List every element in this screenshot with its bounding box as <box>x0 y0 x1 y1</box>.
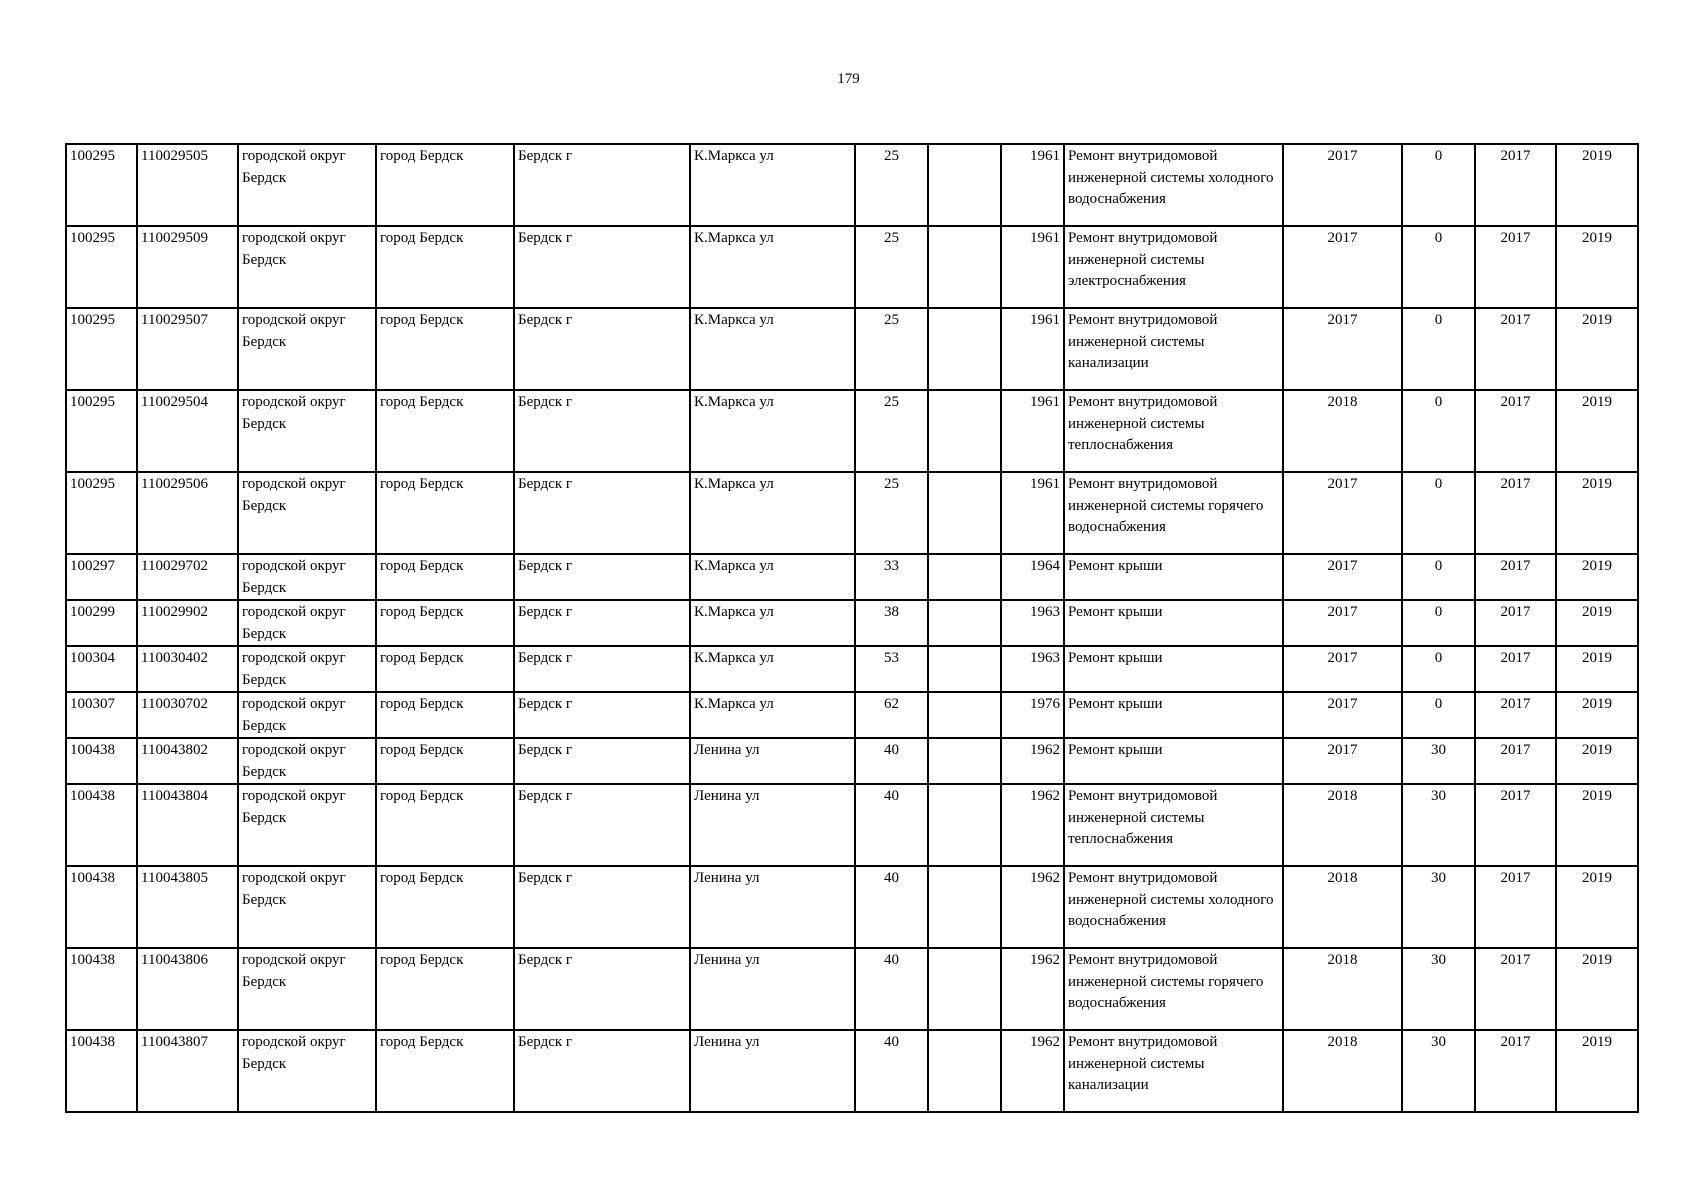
municipality-cell: город Бердск <box>376 472 514 554</box>
year-built-cell: 1962 <box>1001 866 1064 948</box>
year-built-cell: 1961 <box>1001 226 1064 308</box>
table-row <box>66 472 1638 554</box>
wear-percent-cell: 0 <box>1402 692 1475 738</box>
element-id-cell: 110043805 <box>137 866 238 948</box>
district-cell: городской округ Бердск <box>238 1030 376 1112</box>
district-cell: городской округ Бердск <box>238 226 376 308</box>
table-row <box>66 600 1638 646</box>
element-id-cell: 110029702 <box>137 554 238 600</box>
building-cell <box>928 866 1001 948</box>
house-number-cell: 40 <box>855 784 928 866</box>
work-type-cell: Ремонт внутридомовой инженерной системы теплоснабжения <box>1064 784 1283 866</box>
locality-cell: Бердск г <box>514 600 690 646</box>
table-row <box>66 554 1638 600</box>
street-cell: Ленина ул <box>690 784 855 866</box>
period-end-cell: 2019 <box>1556 144 1638 226</box>
planned-year-cell: 2018 <box>1283 1030 1402 1112</box>
period-start-cell: 2017 <box>1475 600 1556 646</box>
table-row <box>66 226 1638 308</box>
street-cell: К.Маркса ул <box>690 554 855 600</box>
wear-percent-cell: 0 <box>1402 144 1475 226</box>
year-built-cell: 1963 <box>1001 600 1064 646</box>
building-cell <box>928 784 1001 866</box>
building-cell <box>928 554 1001 600</box>
municipality-cell: город Бердск <box>376 1030 514 1112</box>
district-cell: городской округ Бердск <box>238 692 376 738</box>
district-cell: городской округ Бердск <box>238 866 376 948</box>
house-id-cell: 100295 <box>66 308 137 390</box>
house-number-cell: 53 <box>855 646 928 692</box>
period-start-cell: 2017 <box>1475 226 1556 308</box>
table-row <box>66 144 1638 226</box>
table-row <box>66 738 1638 784</box>
house-number-cell: 40 <box>855 1030 928 1112</box>
municipality-cell: город Бердск <box>376 646 514 692</box>
building-cell <box>928 738 1001 784</box>
table-row <box>66 1030 1638 1112</box>
municipality-cell: город Бердск <box>376 600 514 646</box>
planned-year-cell: 2018 <box>1283 948 1402 1030</box>
street-cell: К.Маркса ул <box>690 600 855 646</box>
period-start-cell: 2017 <box>1475 472 1556 554</box>
street-cell: Ленина ул <box>690 866 855 948</box>
period-start-cell: 2017 <box>1475 948 1556 1030</box>
period-end-cell: 2019 <box>1556 646 1638 692</box>
planned-year-cell: 2017 <box>1283 600 1402 646</box>
planned-year-cell: 2018 <box>1283 390 1402 472</box>
planned-year-cell: 2017 <box>1283 554 1402 600</box>
wear-percent-cell: 30 <box>1402 738 1475 784</box>
planned-year-cell: 2017 <box>1283 226 1402 308</box>
house-number-cell: 40 <box>855 866 928 948</box>
locality-cell: Бердск г <box>514 390 690 472</box>
planned-year-cell: 2018 <box>1283 784 1402 866</box>
municipality-cell: город Бердск <box>376 948 514 1030</box>
building-cell <box>928 948 1001 1030</box>
municipality-cell: город Бердск <box>376 554 514 600</box>
year-built-cell: 1962 <box>1001 784 1064 866</box>
year-built-cell: 1976 <box>1001 692 1064 738</box>
table-row <box>66 646 1638 692</box>
house-number-cell: 25 <box>855 144 928 226</box>
wear-percent-cell: 30 <box>1402 866 1475 948</box>
municipality-cell: город Бердск <box>376 144 514 226</box>
wear-percent-cell: 0 <box>1402 390 1475 472</box>
house-number-cell: 25 <box>855 472 928 554</box>
element-id-cell: 110029507 <box>137 308 238 390</box>
wear-percent-cell: 30 <box>1402 948 1475 1030</box>
period-end-cell: 2019 <box>1556 866 1638 948</box>
building-cell <box>928 692 1001 738</box>
period-start-cell: 2017 <box>1475 144 1556 226</box>
district-cell: городской округ Бердск <box>238 784 376 866</box>
year-built-cell: 1961 <box>1001 472 1064 554</box>
house-number-cell: 62 <box>855 692 928 738</box>
house-number-cell: 33 <box>855 554 928 600</box>
building-cell <box>928 472 1001 554</box>
wear-percent-cell: 0 <box>1402 646 1475 692</box>
planned-year-cell: 2018 <box>1283 866 1402 948</box>
planned-year-cell: 2017 <box>1283 144 1402 226</box>
table-row <box>66 866 1638 948</box>
building-cell <box>928 226 1001 308</box>
wear-percent-cell: 0 <box>1402 472 1475 554</box>
period-start-cell: 2017 <box>1475 692 1556 738</box>
work-type-cell: Ремонт крыши <box>1064 738 1283 784</box>
element-id-cell: 110029902 <box>137 600 238 646</box>
street-cell: Ленина ул <box>690 738 855 784</box>
district-cell: городской округ Бердск <box>238 390 376 472</box>
district-cell: городской округ Бердск <box>238 738 376 784</box>
table-row <box>66 390 1638 472</box>
table-row <box>66 784 1638 866</box>
street-cell: Ленина ул <box>690 948 855 1030</box>
period-end-cell: 2019 <box>1556 948 1638 1030</box>
period-start-cell: 2017 <box>1475 646 1556 692</box>
wear-percent-cell: 0 <box>1402 226 1475 308</box>
period-end-cell: 2019 <box>1556 784 1638 866</box>
year-built-cell: 1962 <box>1001 738 1064 784</box>
year-built-cell: 1962 <box>1001 948 1064 1030</box>
house-number-cell: 25 <box>855 390 928 472</box>
wear-percent-cell: 30 <box>1402 784 1475 866</box>
municipality-cell: город Бердск <box>376 308 514 390</box>
building-cell <box>928 390 1001 472</box>
work-type-cell: Ремонт внутридомовой инженерной системы холодного водоснабжения <box>1064 866 1283 948</box>
municipality-cell: город Бердск <box>376 226 514 308</box>
locality-cell: Бердск г <box>514 554 690 600</box>
period-end-cell: 2019 <box>1556 226 1638 308</box>
house-id-cell: 100438 <box>66 1030 137 1112</box>
street-cell: К.Маркса ул <box>690 472 855 554</box>
house-id-cell: 100438 <box>66 784 137 866</box>
house-number-cell: 40 <box>855 948 928 1030</box>
district-cell: городской округ Бердск <box>238 308 376 390</box>
element-id-cell: 110030702 <box>137 692 238 738</box>
district-cell: городской округ Бердск <box>238 600 376 646</box>
wear-percent-cell: 0 <box>1402 554 1475 600</box>
wear-percent-cell: 0 <box>1402 600 1475 646</box>
table-row <box>66 308 1638 390</box>
period-end-cell: 2019 <box>1556 738 1638 784</box>
house-id-cell: 100438 <box>66 866 137 948</box>
work-type-cell: Ремонт внутридомовой инженерной системы теплоснабжения <box>1064 390 1283 472</box>
work-type-cell: Ремонт крыши <box>1064 600 1283 646</box>
element-id-cell: 110043804 <box>137 784 238 866</box>
house-id-cell: 100297 <box>66 554 137 600</box>
locality-cell: Бердск г <box>514 308 690 390</box>
period-end-cell: 2019 <box>1556 554 1638 600</box>
element-id-cell: 110043806 <box>137 948 238 1030</box>
building-cell <box>928 308 1001 390</box>
period-start-cell: 2017 <box>1475 738 1556 784</box>
locality-cell: Бердск г <box>514 646 690 692</box>
house-number-cell: 40 <box>855 738 928 784</box>
element-id-cell: 110030402 <box>137 646 238 692</box>
period-end-cell: 2019 <box>1556 600 1638 646</box>
building-cell <box>928 600 1001 646</box>
house-id-cell: 100295 <box>66 226 137 308</box>
house-id-cell: 100295 <box>66 390 137 472</box>
house-number-cell: 38 <box>855 600 928 646</box>
wear-percent-cell: 0 <box>1402 308 1475 390</box>
page-number: 179 <box>837 71 860 87</box>
period-start-cell: 2017 <box>1475 554 1556 600</box>
municipality-cell: город Бердск <box>376 738 514 784</box>
locality-cell: Бердск г <box>514 784 690 866</box>
district-cell: городской округ Бердск <box>238 646 376 692</box>
locality-cell: Бердск г <box>514 1030 690 1112</box>
house-id-cell: 100307 <box>66 692 137 738</box>
house-number-cell: 25 <box>855 308 928 390</box>
house-id-cell: 100299 <box>66 600 137 646</box>
planned-year-cell: 2017 <box>1283 646 1402 692</box>
municipality-cell: город Бердск <box>376 390 514 472</box>
locality-cell: Бердск г <box>514 692 690 738</box>
planned-year-cell: 2017 <box>1283 692 1402 738</box>
element-id-cell: 110029506 <box>137 472 238 554</box>
wear-percent-cell: 30 <box>1402 1030 1475 1112</box>
period-end-cell: 2019 <box>1556 308 1638 390</box>
period-start-cell: 2017 <box>1475 784 1556 866</box>
period-start-cell: 2017 <box>1475 390 1556 472</box>
district-cell: городской округ Бердск <box>238 948 376 1030</box>
period-end-cell: 2019 <box>1556 692 1638 738</box>
street-cell: Ленина ул <box>690 1030 855 1112</box>
house-id-cell: 100295 <box>66 472 137 554</box>
street-cell: К.Маркса ул <box>690 646 855 692</box>
element-id-cell: 110029509 <box>137 226 238 308</box>
street-cell: К.Маркса ул <box>690 226 855 308</box>
table-row <box>66 948 1638 1030</box>
street-cell: К.Маркса ул <box>690 308 855 390</box>
period-end-cell: 2019 <box>1556 390 1638 472</box>
house-id-cell: 100438 <box>66 738 137 784</box>
year-built-cell: 1961 <box>1001 390 1064 472</box>
table-body <box>66 144 1638 1112</box>
house-id-cell: 100295 <box>66 144 137 226</box>
work-type-cell: Ремонт крыши <box>1064 554 1283 600</box>
planned-year-cell: 2017 <box>1283 308 1402 390</box>
work-type-cell: Ремонт внутридомовой инженерной системы электроснабжения <box>1064 226 1283 308</box>
building-cell <box>928 144 1001 226</box>
work-type-cell: Ремонт крыши <box>1064 646 1283 692</box>
element-id-cell: 110029505 <box>137 144 238 226</box>
planned-year-cell: 2017 <box>1283 472 1402 554</box>
work-type-cell: Ремонт внутридомовой инженерной системы канализации <box>1064 308 1283 390</box>
district-cell: городской округ Бердск <box>238 554 376 600</box>
street-cell: К.Маркса ул <box>690 692 855 738</box>
street-cell: К.Маркса ул <box>690 144 855 226</box>
element-id-cell: 110029504 <box>137 390 238 472</box>
period-start-cell: 2017 <box>1475 308 1556 390</box>
district-cell: городской округ Бердск <box>238 472 376 554</box>
year-built-cell: 1963 <box>1001 646 1064 692</box>
work-type-cell: Ремонт внутридомовой инженерной системы горячего водоснабжения <box>1064 948 1283 1030</box>
year-built-cell: 1961 <box>1001 144 1064 226</box>
locality-cell: Бердск г <box>514 226 690 308</box>
planned-year-cell: 2017 <box>1283 738 1402 784</box>
municipality-cell: город Бердск <box>376 866 514 948</box>
element-id-cell: 110043807 <box>137 1030 238 1112</box>
municipality-cell: город Бердск <box>376 784 514 866</box>
house-id-cell: 100438 <box>66 948 137 1030</box>
locality-cell: Бердск г <box>514 472 690 554</box>
year-built-cell: 1964 <box>1001 554 1064 600</box>
locality-cell: Бердск г <box>514 866 690 948</box>
period-start-cell: 2017 <box>1475 866 1556 948</box>
building-cell <box>928 1030 1001 1112</box>
district-cell: городской округ Бердск <box>238 144 376 226</box>
work-type-cell: Ремонт внутридомовой инженерной системы холодного водоснабжения <box>1064 144 1283 226</box>
period-end-cell: 2019 <box>1556 1030 1638 1112</box>
street-cell: К.Маркса ул <box>690 390 855 472</box>
period-end-cell: 2019 <box>1556 472 1638 554</box>
year-built-cell: 1962 <box>1001 1030 1064 1112</box>
locality-cell: Бердск г <box>514 948 690 1030</box>
house-number-cell: 25 <box>855 226 928 308</box>
registry-table <box>65 143 1639 1113</box>
building-cell <box>928 646 1001 692</box>
year-built-cell: 1961 <box>1001 308 1064 390</box>
period-start-cell: 2017 <box>1475 1030 1556 1112</box>
table-row <box>66 692 1638 738</box>
work-type-cell: Ремонт внутридомовой инженерной системы горячего водоснабжения <box>1064 472 1283 554</box>
locality-cell: Бердск г <box>514 144 690 226</box>
work-type-cell: Ремонт внутридомовой инженерной системы канализации <box>1064 1030 1283 1112</box>
work-type-cell: Ремонт крыши <box>1064 692 1283 738</box>
municipality-cell: город Бердск <box>376 692 514 738</box>
house-id-cell: 100304 <box>66 646 137 692</box>
element-id-cell: 110043802 <box>137 738 238 784</box>
locality-cell: Бердск г <box>514 738 690 784</box>
